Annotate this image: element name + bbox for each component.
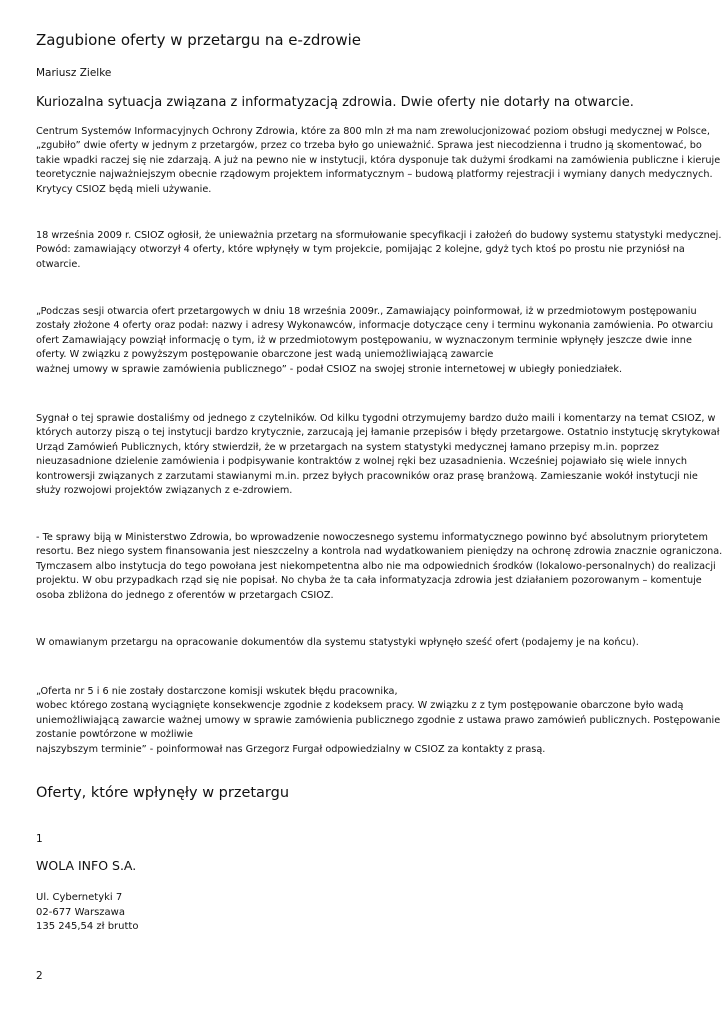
paragraph-line: najszybszym terminie” - poinformował nas Grzegorz Furgał odpowiedzialny w CSIOZ za kontakty z prasą. [36,743,546,755]
address-city: 02-677 Warszawa [36,906,125,918]
paragraph-line: ofert Zamawiający powziął informację o tym, iż w przedmiotowym postępowaniu, w wyznaczonym terminie wpłynęły jeszcze dwie inne [36,334,692,346]
paragraph-line: resortu. Bez niego system finansowania jest nieszczelny a kontrola nad wydatkowaniem pieniędzy na ochronę zdrowia znacznie ograniczona. [36,546,723,558]
paragraph-1 [36,125,721,197]
paragraph-line: oferty. W związku z powyższym postępowanie obarczone jest wadą uniemożliwiającą zawarcie [36,349,494,361]
paragraph-3 [36,305,714,377]
paragraph-line: 18 września 2009 r. CSIOZ ogłosił, że unieważnia przetarg na sformułowanie specyfikacji i założeń do budowy systemu statystyki medycznej. [36,230,722,241]
paragraph-line: takie wpadki raczej się nie zdarzają. A już na pewno nie w instytucji, która dysponuje tak dużymi środkami na zamówienia publiczne i kieruje [36,154,721,166]
paragraph-6 [36,636,690,650]
paragraph-line: Powód: zamawiający otworzył 4 oferty, które wpłynęły w tym projekcie, pomijając 2 kolejne, gdyż tych ktoś po prostu nie przyniósł na [36,244,685,256]
offer-price: 135 245,54 zł brutto [36,921,139,932]
paragraph-line: Krytycy CSIOZ będą mieli używanie. [36,183,212,195]
article-author: Mariusz Zielke [36,67,112,79]
paragraph-line: nieuzasadnione dzielenie zamówienia i podpisywanie kontraktów z wolnej ręki bez uzasadnienia. Wcześniej pojawiało się wiele innych [36,456,687,468]
paragraph-line: „zgubiło” dwie oferty w jednym z przetargów, przez co trzeba było go unieważnić. Sprawa jest niecodzienna i trudno ją skomentować, bo [36,140,702,152]
paragraph-line: „Oferta nr 5 i 6 nie zostały dostarczone komisji wskutek błędu pracownika, [36,686,398,697]
paragraph-2 [36,229,722,272]
paragraph-line: Urząd Zamówień Publicznych, który stwierdził, że w przetargach na system statystyki medycznej łamano przepisy m.in. poprzez [36,441,660,453]
paragraph-line: W omawianym przetargu na opracowanie dokumentów dla systemu statystyki wpłynęło sześć ofert (podajemy je na końcu). [36,637,639,648]
article-lead: Kuriozalna sytuacja związana z informatyzacją zdrowia. Dwie oferty nie dotarły na otwarcie. [36,95,634,110]
paragraph-line: kontrowersji związanych z zarzutami stawianymi m.in. przez byłych pracowników oraz prasę branżową. Zamieszanie wokół instytucji nie [36,470,698,482]
article-title: Zagubione oferty w przetargu na e-zdrowie [36,31,362,49]
paragraph-line: których autorzy piszą o tej instytucji bardzo krytycznie, zarzucają jej łamanie przepisów i błędy przetargowe. Ostatnio instytucję skrytykował [36,427,720,439]
paragraph-line: Centrum Systemów Informacyjnych Ochrony Zdrowia, które za 800 mln zł ma nam zrewolucjonizować poziom obsługi medycznej w Polsce, [36,126,710,137]
paragraph-5 [36,531,723,603]
paragraph-line: teoretycznie najważniejszym obecnie rządowym projektem informatycznym – budową platformy rejestracji i wymiany danych medycznych. [36,169,713,181]
paragraph-line: otwarcie. [36,258,81,270]
address-street: Ul. Cybernetyki 7 [36,892,123,903]
paragraph-line: zostanie powtórzone w możliwie [36,729,193,741]
offer-company: WOLA INFO S.A. [36,858,137,873]
offers-section-title: Oferty, które wpłynęły w przetargu [36,785,290,801]
paragraph-line: - Te sprawy biją w Ministerstwo Zdrowia, bo wprowadzenie nowoczesnego systemu informatycznego powinno być absolutnym priorytetem [36,532,708,543]
paragraph-line: „Podczas sesji otwarcia ofert przetargowych w dniu 18 września 2009r., Zamawiający poinformował, iż w przedmiotowym postępowaniu [36,306,697,317]
paragraph-line: Tymczasem albo instytucja do tego powołana jest niekompetentna albo nie ma odpowiednich środków (lokalowo-personalnych) do realizacji [36,560,716,572]
paragraph-line: ważnej umowy w sprawie zamówienia publicznego” - podał CSIOZ na swojej stronie internetowej w ubiegły poniedziałek. [36,363,623,375]
paragraph-line: Sygnał o tej sprawie dostaliśmy od jednego z czytelników. Od kilku tygodni otrzymujemy bardzo dużo maili i komentarzy na temat CSIOZ, w [36,413,716,424]
paragraph-4 [36,412,720,498]
offer-address [36,891,138,935]
offer-number: 1 [36,833,43,845]
paragraph-line: zostały złożone 4 oferty oraz podał: nazwy i adresy Wykonawców, informacje dotyczące ceny i terminu wykonania zamówienia. Po otwarciu [36,320,714,332]
paragraph-line: wobec którego zostaną wyciągnięte konsekwencje zgodnie z kodeksem pracy. W związku z z tym postępowanie obarczone było wadą [36,700,684,712]
paragraph-7 [36,685,721,757]
offer-number: 2 [36,970,43,982]
paragraph-line: uniemożliwiającą zawarcie ważnej umowy w sprawie zamówienia publicznego zgodnie z ustawa prawo zamówień publicznych. Postępowanie [36,714,721,726]
paragraph-line: osoba zbliżona do jednego z oferentów w przetargach CSIOZ. [36,589,334,601]
paragraph-line: służy rozwojowi projektów związanych z e-zdrowiem. [36,485,293,497]
paragraph-line: projektu. W obu przypadkach rząd się nie popisał. No chyba że ta cała informatyzacja zdrowia jest działaniem pozorowanym – komentuje [36,575,702,587]
